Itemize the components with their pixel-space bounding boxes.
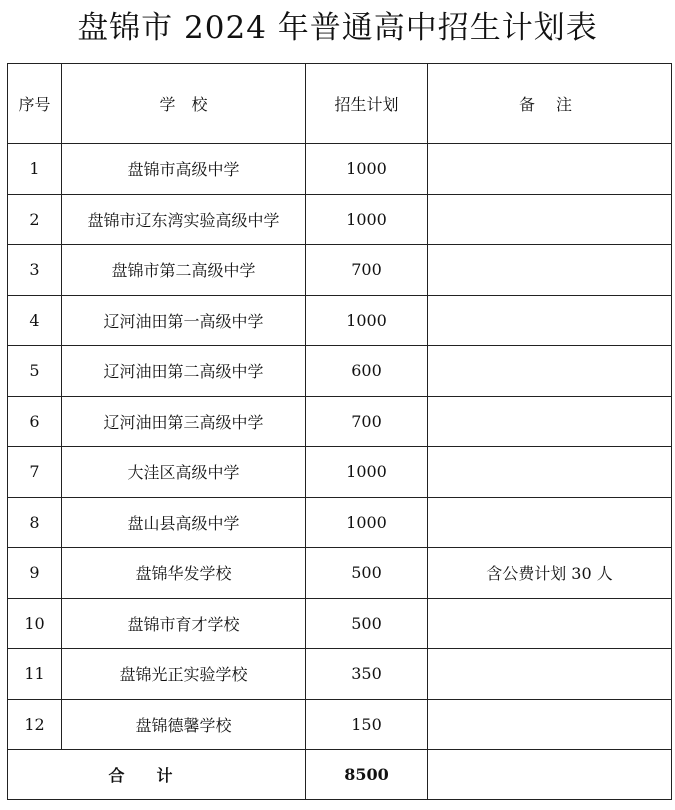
total-row [8,750,672,800]
table-row [8,346,672,397]
total-remark [428,750,672,800]
row-index: 12 [8,699,62,750]
row-school: 盘锦光正实验学校 [62,649,306,700]
table-row [8,497,672,548]
table-row [8,447,672,498]
row-plan: 500 [306,598,428,649]
row-plan: 1000 [306,295,428,346]
header-index: 序号 [8,64,62,144]
row-school: 盘锦市辽东湾实验高级中学 [62,194,306,245]
table-header-row [8,64,672,144]
row-remark [428,447,672,498]
row-index: 5 [8,346,62,397]
row-index: 11 [8,649,62,700]
total-label: 合计 [8,750,306,800]
table-row [8,245,672,296]
row-school: 盘锦华发学校 [62,548,306,599]
row-plan: 1000 [306,447,428,498]
row-plan: 150 [306,699,428,750]
table-row [8,699,672,750]
row-school: 辽河油田第三高级中学 [62,396,306,447]
row-plan: 700 [306,396,428,447]
row-school: 盘锦市高级中学 [62,144,306,195]
table-row [8,144,672,195]
row-plan: 500 [306,548,428,599]
row-school: 大洼区高级中学 [62,447,306,498]
row-remark [428,245,672,296]
row-index: 9 [8,548,62,599]
table-row [8,548,672,599]
row-remark [428,699,672,750]
table-row [8,649,672,700]
row-remark [428,396,672,447]
row-index: 3 [8,245,62,296]
row-school: 辽河油田第一高级中学 [62,295,306,346]
table-row [8,295,672,346]
row-plan: 1000 [306,497,428,548]
row-index: 2 [8,194,62,245]
header-remark: 备 注 [428,64,672,144]
row-remark [428,649,672,700]
row-remark: 含公费计划 30 人 [428,548,672,599]
row-plan: 350 [306,649,428,700]
table-row [8,194,672,245]
row-index: 6 [8,396,62,447]
row-index: 10 [8,598,62,649]
table-row [8,396,672,447]
total-plan: 8500 [306,750,428,800]
row-index: 1 [8,144,62,195]
row-remark [428,144,672,195]
row-plan: 600 [306,346,428,397]
page-title: 盘锦市 2024 年普通高中招生计划表 [77,10,598,46]
header-school: 学 校 [62,64,306,144]
enrollment-plan-table [7,63,672,800]
row-index: 7 [8,447,62,498]
row-remark [428,598,672,649]
row-plan: 1000 [306,194,428,245]
table-row [8,598,672,649]
row-school: 盘锦市第二高级中学 [62,245,306,296]
row-index: 4 [8,295,62,346]
row-remark [428,295,672,346]
row-school: 盘锦市育才学校 [62,598,306,649]
row-remark [428,346,672,397]
row-remark [428,194,672,245]
row-school: 盘山县高级中学 [62,497,306,548]
row-plan: 700 [306,245,428,296]
header-plan: 招生计划 [306,64,428,144]
row-index: 8 [8,497,62,548]
row-plan: 1000 [306,144,428,195]
row-school: 盘锦德馨学校 [62,699,306,750]
row-school: 辽河油田第二高级中学 [62,346,306,397]
row-remark [428,497,672,548]
